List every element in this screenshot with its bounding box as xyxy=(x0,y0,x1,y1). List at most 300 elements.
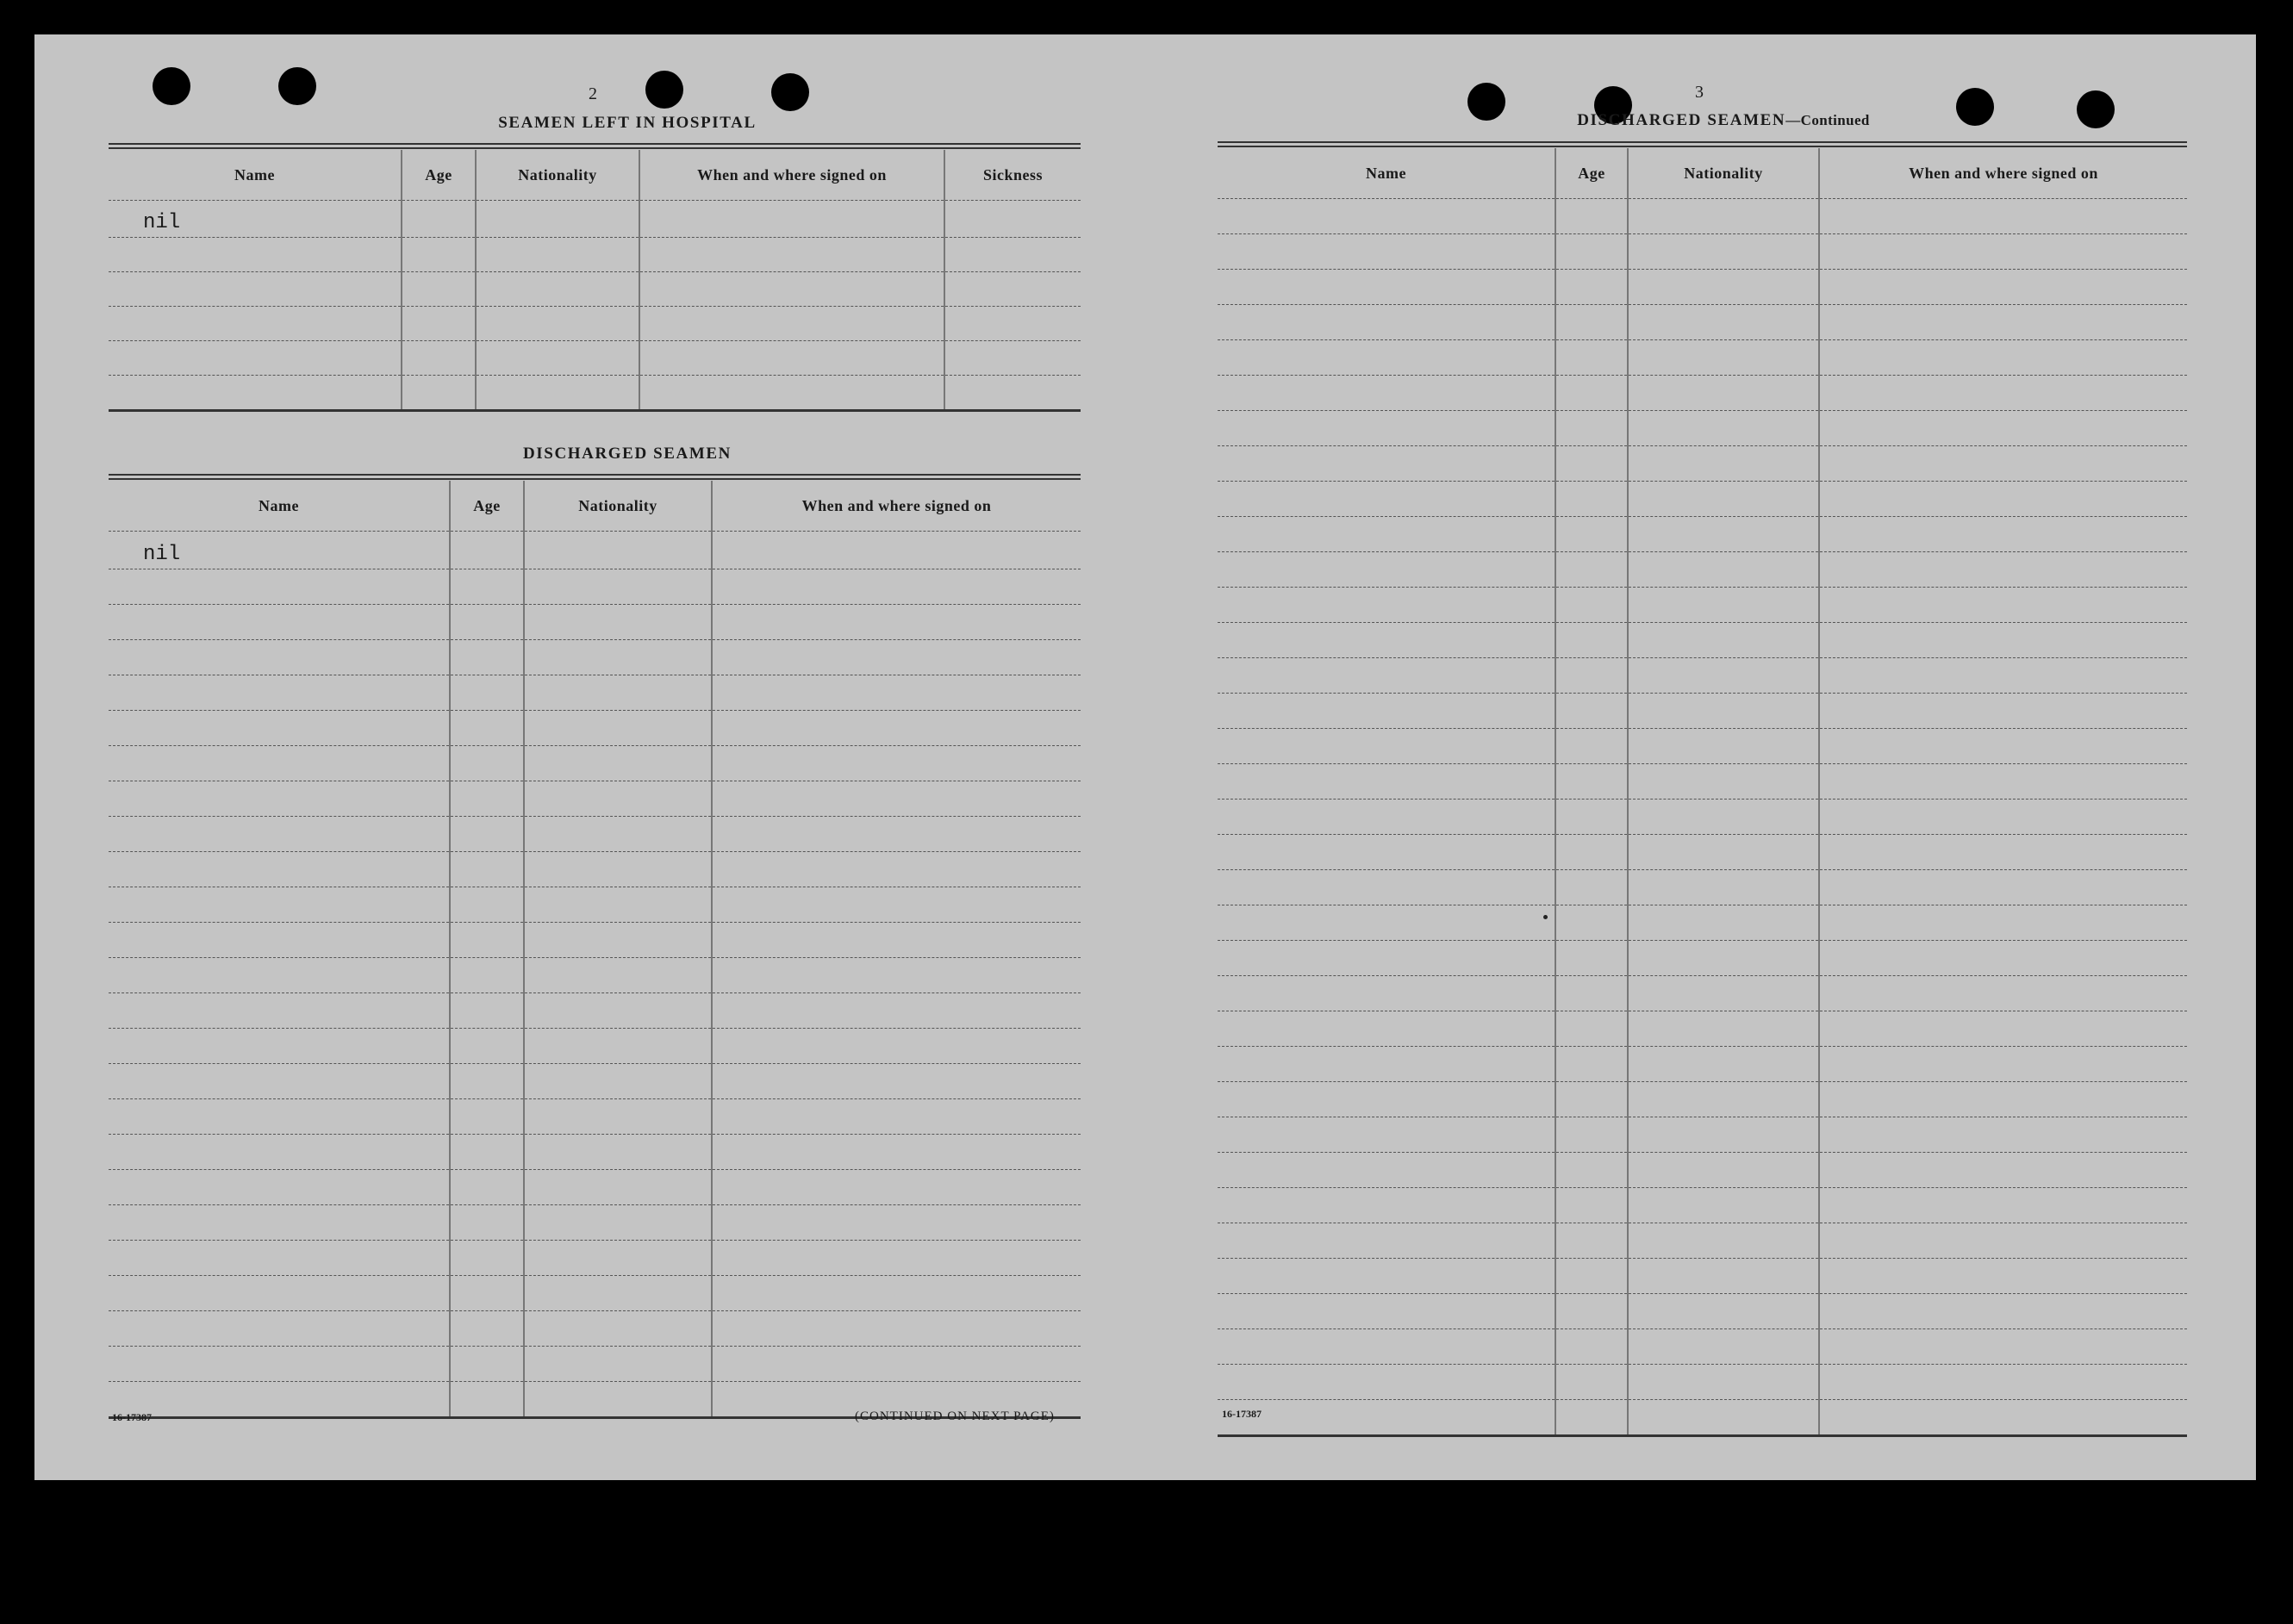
table-cell xyxy=(1218,905,1555,941)
table-cell xyxy=(1555,588,1628,623)
table-row xyxy=(109,711,1081,746)
table-cell xyxy=(1628,305,1819,340)
table-cell xyxy=(1628,588,1819,623)
punch-hole xyxy=(153,67,190,105)
table-row xyxy=(1218,729,2187,764)
table-cell xyxy=(1819,835,2187,870)
table-cell xyxy=(1628,340,1819,376)
table-cell xyxy=(1555,764,1628,800)
table-cell xyxy=(1218,1259,1555,1294)
table-cell xyxy=(1628,941,1819,976)
table-cell xyxy=(524,1170,712,1205)
table-cell xyxy=(109,376,402,411)
table-cell xyxy=(1819,1188,2187,1223)
table-cell xyxy=(639,376,944,411)
table-row xyxy=(1218,234,2187,270)
table-cell xyxy=(450,958,524,993)
table-row xyxy=(109,1135,1081,1170)
table-cell xyxy=(109,1099,450,1135)
discharged-table xyxy=(109,481,1081,1419)
table-cell xyxy=(1819,446,2187,482)
table-cell xyxy=(524,1347,712,1382)
punch-hole xyxy=(278,67,316,105)
table-cell xyxy=(109,1382,450,1418)
table-row xyxy=(109,817,1081,852)
table-cell xyxy=(1628,976,1819,1011)
ink-speck xyxy=(1543,915,1548,919)
continued-note: (CONTINUED ON NEXT PAGE) xyxy=(855,1409,1055,1423)
table-cell xyxy=(712,993,1081,1029)
table-row xyxy=(1218,305,2187,340)
table-row xyxy=(1218,623,2187,658)
table-cell xyxy=(1218,1329,1555,1365)
table-cell xyxy=(1819,905,2187,941)
table-cell xyxy=(524,1311,712,1347)
table-cell xyxy=(476,341,639,376)
table-row xyxy=(1218,482,2187,517)
table-cell xyxy=(1819,1047,2187,1082)
table-row xyxy=(109,238,1081,272)
table-cell xyxy=(109,1170,450,1205)
table-cell xyxy=(476,272,639,307)
table-cell xyxy=(1555,552,1628,588)
table-row xyxy=(109,852,1081,887)
table-cell xyxy=(450,1064,524,1099)
table-cell xyxy=(524,1099,712,1135)
table-cell xyxy=(402,376,476,411)
table-row xyxy=(1218,658,2187,694)
table-cell xyxy=(109,993,450,1029)
table-cell xyxy=(1555,1188,1628,1223)
table-cell xyxy=(1218,835,1555,870)
table-cell xyxy=(1819,694,2187,729)
table-cell xyxy=(524,1276,712,1311)
table-cell xyxy=(1819,1259,2187,1294)
table-row xyxy=(109,1099,1081,1135)
table-cell xyxy=(524,923,712,958)
table-cell xyxy=(1555,1329,1628,1365)
table-cell xyxy=(1555,1259,1628,1294)
table-cell xyxy=(944,307,1081,341)
table-cell xyxy=(944,376,1081,411)
table-cell xyxy=(712,1241,1081,1276)
table-cell xyxy=(1555,517,1628,552)
table-cell xyxy=(109,605,450,640)
table-cell xyxy=(109,272,402,307)
table-cell xyxy=(524,711,712,746)
table-cell xyxy=(1555,270,1628,305)
table-cell xyxy=(476,376,639,411)
table-row xyxy=(1218,1188,2187,1223)
table-cell xyxy=(109,675,450,711)
table-cell xyxy=(450,781,524,817)
table-cell xyxy=(450,1135,524,1170)
table-cell xyxy=(1218,1011,1555,1047)
table-row xyxy=(1218,1117,2187,1153)
table-cell xyxy=(944,238,1081,272)
page-number: 2 xyxy=(589,84,597,103)
table-row xyxy=(1218,1223,2187,1259)
section-rule xyxy=(1218,141,2187,147)
table-cell xyxy=(1628,411,1819,446)
table-cell xyxy=(944,272,1081,307)
table-cell xyxy=(1628,905,1819,941)
table-cell xyxy=(1555,729,1628,764)
table-row xyxy=(109,341,1081,376)
table-row xyxy=(109,781,1081,817)
table-cell xyxy=(1218,1047,1555,1082)
table-cell xyxy=(1555,941,1628,976)
table-cell xyxy=(1555,1153,1628,1188)
table-cell xyxy=(712,675,1081,711)
table-cell xyxy=(1819,800,2187,835)
table-row xyxy=(1218,1329,2187,1365)
table-cell xyxy=(639,272,944,307)
table-cell xyxy=(109,640,450,675)
table-cell xyxy=(1819,517,2187,552)
punch-hole xyxy=(771,73,809,111)
table-row xyxy=(1218,552,2187,588)
table-cell xyxy=(712,711,1081,746)
table-row xyxy=(109,1205,1081,1241)
table-cell xyxy=(1819,623,2187,658)
table-cell xyxy=(450,532,524,569)
table-row xyxy=(1218,1400,2187,1436)
table-cell xyxy=(450,1170,524,1205)
table-cell xyxy=(1218,340,1555,376)
table-cell xyxy=(1819,234,2187,270)
table-cell xyxy=(944,201,1081,238)
table-row xyxy=(1218,870,2187,905)
table-cell xyxy=(1628,1047,1819,1082)
table-cell xyxy=(524,852,712,887)
table-row xyxy=(1218,340,2187,376)
table-cell xyxy=(524,675,712,711)
table-cell xyxy=(1218,1082,1555,1117)
table-cell xyxy=(1555,305,1628,340)
table-cell xyxy=(1218,694,1555,729)
table-row xyxy=(109,376,1081,411)
table-cell xyxy=(1218,482,1555,517)
table-cell xyxy=(1628,1400,1819,1436)
table-row xyxy=(1218,1259,2187,1294)
table-cell xyxy=(712,887,1081,923)
table-cell xyxy=(1555,800,1628,835)
table-row xyxy=(109,532,1081,569)
table-cell xyxy=(524,1064,712,1099)
table-cell xyxy=(524,958,712,993)
table-cell xyxy=(1218,1294,1555,1329)
table-cell xyxy=(1819,1223,2187,1259)
table-row xyxy=(109,1029,1081,1064)
table-cell xyxy=(1628,694,1819,729)
discharged-continued-table xyxy=(1218,148,2187,1437)
table-row xyxy=(109,1347,1081,1382)
table-cell xyxy=(450,1029,524,1064)
title-suffix: —Continued xyxy=(1785,112,1870,128)
table-cell xyxy=(1628,234,1819,270)
table-cell xyxy=(524,993,712,1029)
table-row xyxy=(1218,1047,2187,1082)
table-cell xyxy=(944,341,1081,376)
form-number: 16-17387 xyxy=(112,1411,152,1423)
table-cell xyxy=(1555,234,1628,270)
table-cell xyxy=(712,923,1081,958)
table-cell xyxy=(712,532,1081,569)
table-cell xyxy=(712,605,1081,640)
table-cell xyxy=(639,341,944,376)
table-cell xyxy=(639,307,944,341)
table-cell xyxy=(1555,623,1628,658)
table-cell xyxy=(1628,835,1819,870)
table-row xyxy=(1218,694,2187,729)
table-cell xyxy=(524,1241,712,1276)
table-row xyxy=(109,1311,1081,1347)
table-cell xyxy=(476,238,639,272)
section-rule xyxy=(109,474,1081,480)
table-cell xyxy=(712,1170,1081,1205)
table-cell xyxy=(712,1347,1081,1382)
table-cell xyxy=(1819,729,2187,764)
table-cell xyxy=(524,1382,712,1418)
table-row xyxy=(109,640,1081,675)
table-cell xyxy=(1555,340,1628,376)
table-cell xyxy=(524,781,712,817)
table-cell xyxy=(1218,1400,1555,1436)
table-cell xyxy=(1218,800,1555,835)
table-cell xyxy=(109,1311,450,1347)
table-cell xyxy=(1218,764,1555,800)
table-cell xyxy=(450,1205,524,1241)
table-cell xyxy=(1628,1365,1819,1400)
table-cell xyxy=(450,1311,524,1347)
table-cell xyxy=(1819,1365,2187,1400)
table-cell xyxy=(1628,1259,1819,1294)
form-number: 16-17387 xyxy=(1222,1408,1262,1420)
table-cell xyxy=(450,993,524,1029)
table-cell xyxy=(1819,870,2187,905)
table-cell xyxy=(109,1241,450,1276)
table-cell xyxy=(1218,623,1555,658)
table-cell xyxy=(1218,1223,1555,1259)
table-cell xyxy=(109,1276,450,1311)
table-cell xyxy=(1628,1011,1819,1047)
table-cell xyxy=(1628,446,1819,482)
table-row xyxy=(109,887,1081,923)
table-cell xyxy=(712,1205,1081,1241)
table-row xyxy=(1218,764,2187,800)
table-cell xyxy=(1218,234,1555,270)
table-cell xyxy=(450,640,524,675)
table-cell xyxy=(1819,658,2187,694)
table-cell xyxy=(450,569,524,605)
table-row xyxy=(1218,1153,2187,1188)
table-cell xyxy=(476,307,639,341)
table-cell xyxy=(524,1029,712,1064)
table-cell xyxy=(712,817,1081,852)
table-cell xyxy=(109,1205,450,1241)
table-cell xyxy=(1555,976,1628,1011)
table-cell xyxy=(1628,1153,1819,1188)
table-cell xyxy=(1218,658,1555,694)
table-cell xyxy=(109,569,450,605)
column-header-signed-on: When and where signed on xyxy=(1819,148,2187,199)
table-row xyxy=(109,993,1081,1029)
table-cell xyxy=(109,238,402,272)
table-cell xyxy=(1555,1400,1628,1436)
table-cell xyxy=(712,1099,1081,1135)
table-cell xyxy=(1555,1365,1628,1400)
table-cell xyxy=(109,746,450,781)
table-row xyxy=(109,307,1081,341)
table-cell xyxy=(1555,835,1628,870)
table-cell xyxy=(1555,1047,1628,1082)
table-cell xyxy=(476,201,639,238)
table-cell xyxy=(1218,941,1555,976)
table-cell xyxy=(1628,517,1819,552)
table-cell xyxy=(712,1029,1081,1064)
table-cell xyxy=(109,1064,450,1099)
table-cell xyxy=(712,781,1081,817)
table-cell xyxy=(1555,1294,1628,1329)
table-cell xyxy=(1819,588,2187,623)
table-cell xyxy=(1218,305,1555,340)
table-cell xyxy=(1628,870,1819,905)
table-row xyxy=(1218,905,2187,941)
table-cell xyxy=(712,1311,1081,1347)
table-cell xyxy=(712,640,1081,675)
table-row xyxy=(1218,1365,2187,1400)
table-cell xyxy=(450,605,524,640)
table-cell xyxy=(1628,1294,1819,1329)
table-cell xyxy=(1218,411,1555,446)
table-row xyxy=(1218,1082,2187,1117)
name-entry: nil xyxy=(109,532,450,569)
table-cell xyxy=(1555,376,1628,411)
page-number: 3 xyxy=(1695,83,1704,102)
table-cell xyxy=(1819,199,2187,234)
punch-hole xyxy=(645,71,683,109)
column-header-name: Name xyxy=(259,496,299,514)
table-cell xyxy=(1628,764,1819,800)
column-header-age: Age xyxy=(402,150,476,201)
column-header-signed-on: When and where signed on xyxy=(639,150,944,201)
table-cell xyxy=(450,1382,524,1418)
table-cell xyxy=(1819,1329,2187,1365)
column-header-sickness: Sickness xyxy=(944,150,1081,201)
table-row xyxy=(1218,941,2187,976)
table-cell xyxy=(639,238,944,272)
table-cell xyxy=(712,1135,1081,1170)
table-cell xyxy=(712,852,1081,887)
table-row xyxy=(109,1276,1081,1311)
table-cell xyxy=(1819,552,2187,588)
table-cell xyxy=(1628,623,1819,658)
table-cell xyxy=(1819,1400,2187,1436)
table-cell xyxy=(450,887,524,923)
table-cell xyxy=(1819,1117,2187,1153)
table-cell xyxy=(1628,376,1819,411)
table-cell xyxy=(1819,1082,2187,1117)
table-cell xyxy=(109,341,402,376)
table-cell xyxy=(524,1205,712,1241)
table-cell xyxy=(450,1241,524,1276)
table-cell xyxy=(450,746,524,781)
table-cell xyxy=(1555,446,1628,482)
table-cell xyxy=(524,817,712,852)
table-cell xyxy=(1218,552,1555,588)
table-row xyxy=(109,923,1081,958)
section-rule xyxy=(109,143,1081,149)
table-row xyxy=(1218,1011,2187,1047)
table-row xyxy=(1218,199,2187,234)
column-header-age: Age xyxy=(1555,148,1628,199)
discharged-continued-title xyxy=(1551,111,1896,130)
discharged-section-title: DISCHARGED SEAMEN xyxy=(522,445,732,463)
table-cell xyxy=(1555,199,1628,234)
table-cell xyxy=(1555,694,1628,729)
table-row xyxy=(109,605,1081,640)
column-header-name: Name xyxy=(1366,164,1406,182)
table-cell xyxy=(402,341,476,376)
table-cell xyxy=(109,711,450,746)
table-cell xyxy=(524,746,712,781)
table-row xyxy=(1218,446,2187,482)
table-cell xyxy=(109,923,450,958)
table-cell xyxy=(450,852,524,887)
table-cell xyxy=(1218,870,1555,905)
table-cell xyxy=(109,852,450,887)
table-cell xyxy=(1819,270,2187,305)
table-cell xyxy=(402,307,476,341)
table-row xyxy=(109,201,1081,238)
table-cell xyxy=(109,817,450,852)
table-cell xyxy=(1555,905,1628,941)
table-cell xyxy=(1819,340,2187,376)
table-row xyxy=(1218,376,2187,411)
table-cell xyxy=(450,711,524,746)
table-cell xyxy=(1628,1117,1819,1153)
table-row xyxy=(1218,976,2187,1011)
table-cell xyxy=(1628,658,1819,694)
table-cell xyxy=(1628,552,1819,588)
table-cell xyxy=(1555,658,1628,694)
table-cell xyxy=(1555,1082,1628,1117)
hospital-table xyxy=(109,150,1081,412)
table-cell xyxy=(524,605,712,640)
table-row xyxy=(109,675,1081,711)
table-cell xyxy=(1819,976,2187,1011)
table-cell xyxy=(1218,199,1555,234)
table-cell xyxy=(1218,976,1555,1011)
column-header-nationality: Nationality xyxy=(524,481,712,532)
hospital-section-title: SEAMEN LEFT IN HOSPITAL xyxy=(498,114,757,132)
punch-hole xyxy=(1467,83,1505,121)
table-cell xyxy=(402,201,476,238)
table-cell xyxy=(712,746,1081,781)
table-row xyxy=(1218,517,2187,552)
ledger-sheet xyxy=(34,34,2256,1480)
table-cell xyxy=(1628,199,1819,234)
table-cell xyxy=(1218,446,1555,482)
table-cell xyxy=(1819,941,2187,976)
table-cell xyxy=(1218,1365,1555,1400)
table-row xyxy=(109,746,1081,781)
table-row xyxy=(109,1170,1081,1205)
table-cell xyxy=(1555,1223,1628,1259)
table-cell xyxy=(1819,376,2187,411)
table-cell xyxy=(1218,1188,1555,1223)
